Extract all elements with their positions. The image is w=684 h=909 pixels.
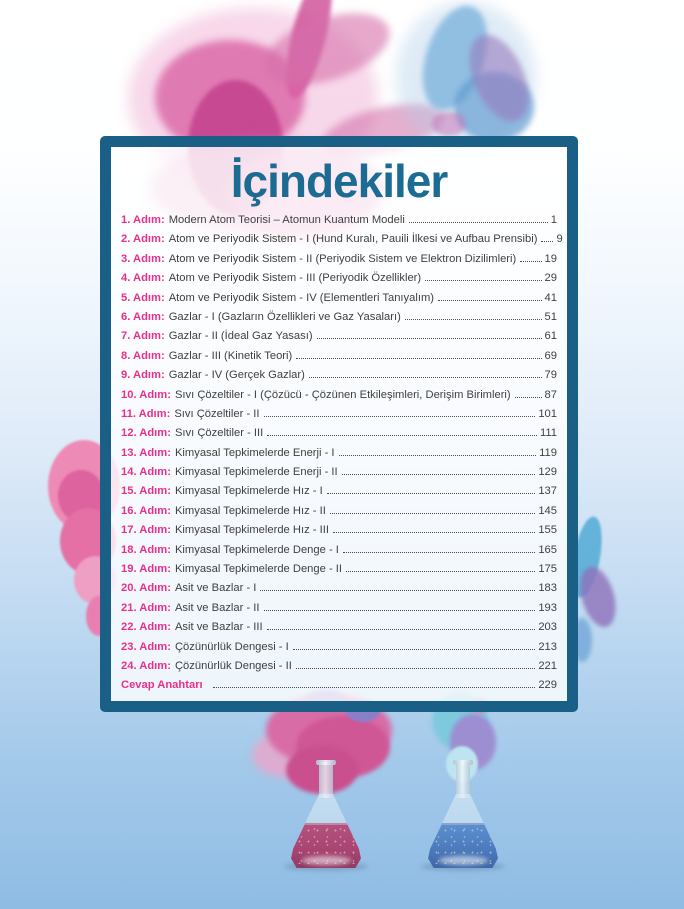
dotted-leader bbox=[343, 552, 535, 553]
answer-key-label: Cevap Anahtarı bbox=[121, 679, 203, 692]
flask-neck bbox=[319, 762, 333, 798]
dotted-leader bbox=[327, 493, 536, 494]
toc-row bbox=[121, 444, 557, 463]
toc-entry-title: Asit ve Bazlar - I bbox=[174, 582, 257, 595]
toc-entry-prefix: 3. Adım: bbox=[121, 252, 165, 265]
toc-entry-page: 203 bbox=[538, 621, 557, 634]
toc-entry-title: Atom ve Periyodik Sistem - IV (Elementleri Tanıyalım) bbox=[168, 291, 434, 304]
dotted-leader bbox=[309, 377, 542, 378]
toc-row bbox=[121, 424, 557, 443]
toc-row bbox=[121, 347, 557, 366]
toc-row bbox=[121, 502, 557, 521]
toc-row bbox=[121, 386, 557, 405]
toc-entry-page: 213 bbox=[538, 640, 557, 653]
toc-entry-prefix: 12. Adım: bbox=[121, 427, 171, 440]
toc-entry-page: 61 bbox=[544, 330, 557, 343]
flask-body bbox=[291, 794, 361, 868]
toc-entry-page: 145 bbox=[538, 504, 557, 517]
toc-row bbox=[121, 405, 557, 424]
toc-entry-title: Çözünürlük Dengesi - I bbox=[174, 640, 289, 653]
toc-entry-title: Atom ve Periyodik Sistem - I (Hund Kuralı, Pauili İlkesi ve Aufbau Prensibi) bbox=[168, 233, 538, 246]
dotted-leader bbox=[260, 590, 535, 591]
toc-entry-title: Modern Atom Teorisi – Atomun Kuantum Modeli bbox=[168, 214, 405, 226]
toc-entry-page: 87 bbox=[544, 388, 557, 401]
dotted-leader bbox=[267, 435, 537, 436]
sparkles bbox=[432, 825, 494, 863]
dotted-leader bbox=[317, 338, 542, 339]
toc-entry-title: Kimyasal Tepkimelerde Hız - III bbox=[174, 524, 329, 537]
toc-row bbox=[121, 250, 557, 269]
toc-row bbox=[121, 289, 557, 308]
toc-entry-title: Gazlar - I (Gazların Özellikleri ve Gaz Yasaları) bbox=[168, 310, 401, 323]
toc-entry-prefix: 10. Adım: bbox=[121, 388, 171, 401]
toc-entry-page: 155 bbox=[538, 524, 557, 537]
toc-row bbox=[121, 463, 557, 482]
page-title: İçindekiler bbox=[230, 155, 448, 207]
toc-entry-prefix: 16. Adım: bbox=[121, 504, 171, 517]
toc-entry-title: Asit ve Bazlar - II bbox=[174, 601, 260, 614]
sparkles bbox=[295, 825, 357, 863]
toc-entry-title: Atom ve Periyodik Sistem - III (Periyodik Özellikler) bbox=[168, 272, 422, 285]
toc-entry-prefix: 9. Adım: bbox=[121, 369, 165, 382]
toc-row bbox=[121, 327, 557, 346]
toc-entry-page: 137 bbox=[538, 485, 557, 498]
toc-row bbox=[121, 366, 557, 385]
toc-row bbox=[121, 211, 557, 230]
toc-entry-page: 79 bbox=[544, 369, 557, 382]
toc-entry-prefix: 11. Adım: bbox=[121, 407, 171, 420]
dotted-leader bbox=[267, 629, 536, 630]
toc-list bbox=[121, 211, 563, 676]
toc-entry-page: 1 bbox=[550, 214, 557, 226]
toc-entry-prefix: 6. Adım: bbox=[121, 310, 165, 323]
dotted-leader bbox=[264, 610, 536, 611]
toc-entry-prefix: 18. Adım: bbox=[121, 543, 171, 556]
toc-row bbox=[121, 308, 557, 327]
toc-entry-page: 221 bbox=[538, 659, 557, 672]
dotted-leader bbox=[438, 300, 542, 301]
flask-body bbox=[428, 794, 498, 868]
toc-entry-prefix: 2. Adım: bbox=[121, 233, 165, 246]
toc-entry-title: Sıvı Çözeltiler - III bbox=[174, 427, 264, 440]
toc-entry-prefix: 8. Adım: bbox=[121, 349, 165, 362]
toc-entry-page: 111 bbox=[539, 427, 557, 440]
toc-entry-page: 19 bbox=[544, 252, 557, 265]
toc-entry-prefix: 15. Adım: bbox=[121, 485, 171, 498]
toc-row bbox=[121, 541, 557, 560]
toc-entry-title: Kimyasal Tepkimelerde Denge - II bbox=[174, 563, 343, 576]
toc-entry-page: 183 bbox=[538, 582, 557, 595]
toc-entry-title: Asit ve Bazlar - III bbox=[174, 621, 263, 634]
toc-entry-title: Kimyasal Tepkimelerde Hız - I bbox=[174, 485, 323, 498]
toc-entry-page: 175 bbox=[538, 563, 557, 576]
toc-entry-page: 129 bbox=[538, 466, 557, 479]
flask-neck bbox=[456, 762, 470, 798]
toc-entry-prefix: 7. Adım: bbox=[121, 330, 165, 343]
toc-entry-prefix: 23. Adım: bbox=[121, 640, 171, 653]
pink-flask-image bbox=[291, 762, 361, 868]
blue-flask-image bbox=[428, 762, 498, 868]
toc-entry-page: 165 bbox=[538, 543, 557, 556]
toc-entry-page: 41 bbox=[544, 291, 557, 304]
toc-row bbox=[121, 618, 557, 637]
toc-entry-page: 51 bbox=[544, 310, 557, 323]
toc-entry-prefix: 22. Adım: bbox=[121, 621, 171, 634]
toc-entry-prefix: 14. Adım: bbox=[121, 466, 171, 479]
toc-entry-prefix: 20. Adım: bbox=[121, 582, 171, 595]
toc-answer-key-row bbox=[121, 676, 557, 695]
toc-entry-page: 193 bbox=[538, 601, 557, 614]
dotted-leader bbox=[515, 397, 542, 398]
toc-row bbox=[121, 482, 557, 501]
dotted-leader bbox=[296, 358, 541, 359]
toc-entry-prefix: 5. Adım: bbox=[121, 291, 165, 304]
toc-row bbox=[121, 638, 557, 657]
toc-row bbox=[121, 657, 557, 676]
toc-entry-page: 29 bbox=[544, 272, 557, 285]
toc-entry-title: Gazlar - IV (Gerçek Gazlar) bbox=[168, 369, 305, 382]
toc-entry-prefix: 17. Adım: bbox=[121, 524, 171, 537]
dotted-leader bbox=[346, 571, 535, 572]
dotted-leader bbox=[405, 319, 542, 320]
toc-entry-title: Gazlar - III (Kinetik Teori) bbox=[168, 349, 293, 362]
toc-entry-prefix: 24. Adım: bbox=[121, 659, 171, 672]
toc-entry-title: Sıvı Çözeltiler - I (Çözücü - Çözünen Etkileşimleri, Derişim Birimleri) bbox=[174, 388, 511, 401]
toc-row bbox=[121, 269, 557, 288]
dotted-leader bbox=[264, 416, 536, 417]
toc-entry-title: Kimyasal Tepkimelerde Denge - I bbox=[174, 543, 339, 556]
dotted-leader bbox=[333, 532, 535, 533]
toc-row bbox=[121, 560, 557, 579]
dotted-leader bbox=[409, 222, 548, 223]
toc-entry-title: Gazlar - II (İdeal Gaz Yasası) bbox=[168, 330, 313, 343]
toc-entry-title: Sıvı Çözeltiler - II bbox=[174, 407, 260, 420]
toc-entry-page: 101 bbox=[538, 407, 557, 420]
toc-box bbox=[100, 136, 578, 712]
toc-entry-title: Çözünürlük Dengesi - II bbox=[174, 659, 292, 672]
toc-entry-prefix: 13. Adım: bbox=[121, 446, 171, 459]
toc-entry-page: 69 bbox=[544, 349, 557, 362]
toc-entry-title: Atom ve Periyodik Sistem - II (Periyodik Sistem ve Elektron Dizilimleri) bbox=[168, 252, 517, 265]
dotted-leader bbox=[520, 261, 541, 262]
dotted-leader bbox=[342, 474, 536, 475]
dotted-leader bbox=[541, 241, 553, 242]
toc-row bbox=[121, 599, 557, 618]
toc-entry-title: Kimyasal Tepkimelerde Enerji - II bbox=[174, 466, 338, 479]
toc-row bbox=[121, 230, 563, 249]
answer-key-page-number: 229 bbox=[538, 679, 557, 692]
toc-entry-page: 9 bbox=[556, 233, 563, 246]
dotted-leader bbox=[339, 455, 537, 456]
toc-entry-prefix: 21. Adım: bbox=[121, 601, 171, 614]
toc-entry-page: 119 bbox=[539, 446, 557, 459]
dotted-leader bbox=[293, 649, 536, 650]
dotted-leader bbox=[425, 280, 541, 281]
dotted-leader bbox=[213, 687, 536, 688]
toc-entry-prefix: 4. Adım: bbox=[121, 272, 165, 285]
toc-row bbox=[121, 521, 557, 540]
toc-entry-title: Kimyasal Tepkimelerde Enerji - I bbox=[174, 446, 335, 459]
dotted-leader bbox=[296, 668, 535, 669]
toc-entry-prefix: 19. Adım: bbox=[121, 563, 171, 576]
toc-entry-prefix: 1. Adım: bbox=[121, 214, 165, 226]
toc-row bbox=[121, 579, 557, 598]
dotted-leader bbox=[330, 513, 536, 514]
toc-entry-title: Kimyasal Tepkimelerde Hız - II bbox=[174, 504, 326, 517]
